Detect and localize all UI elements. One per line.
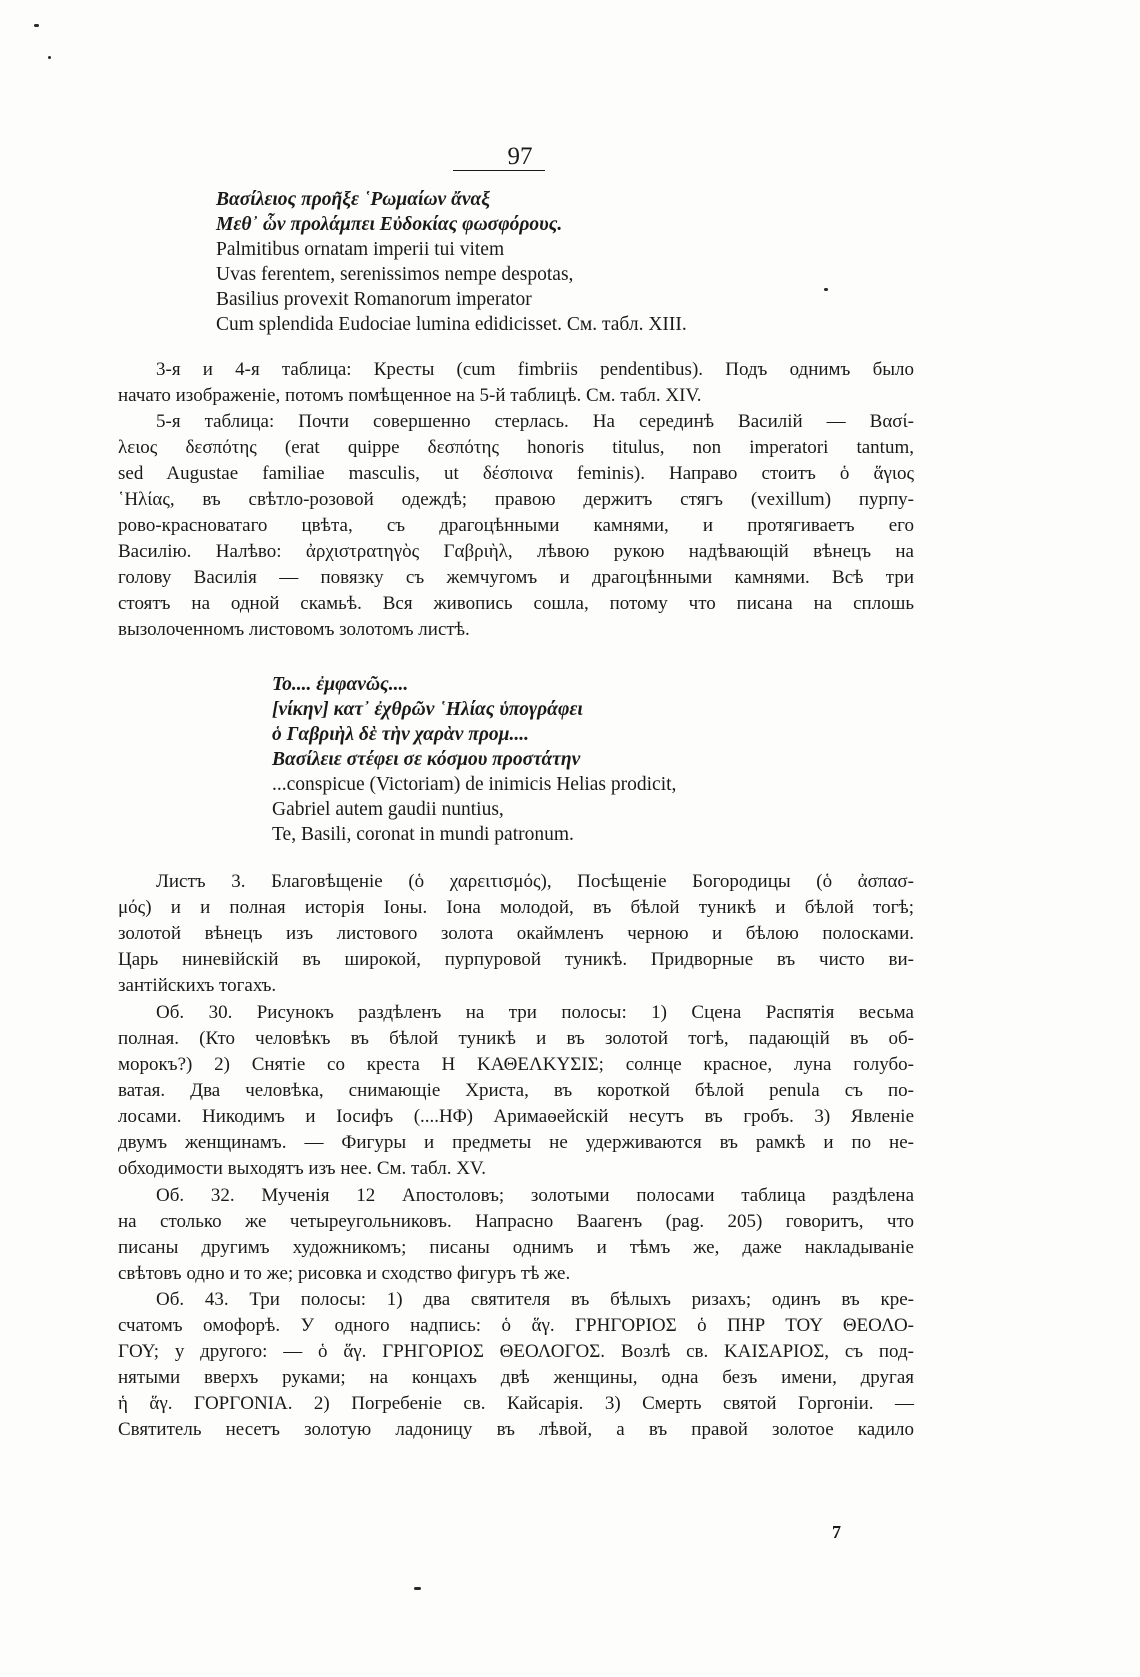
text-line: ватая. Два человѣка, снимающіе Христа, въ короткой бѣлой penula съ по- [118, 1080, 914, 1101]
verse-inscription-basil [216, 187, 687, 337]
verse-line: Basilius provexit Romanorum imperator [216, 289, 532, 310]
text-line: на столько же четыреугольниковъ. Напрасно Ваагенъ (pag. 205) говоритъ, что [118, 1211, 914, 1232]
text-line: морокъ?) 2) Снятіе со креста Η ΚΑΘΕΛΚΥΣΙΣ; солнце красное, луна голубо- [118, 1054, 914, 1075]
verse-line: [νίκην] κατ᾽ ἐχθρῶν ῾Ηλίας ὑπογράφει [272, 699, 583, 720]
ink-speck [824, 288, 828, 291]
text-line: двумъ женщинамъ. — Фигуры и предметы не удерживаются въ рамкѣ и по не- [118, 1132, 914, 1153]
paragraph-sheet-3 [118, 869, 914, 999]
text-line: 5-я таблица: Почти совершенно стерлась. На серединѣ Василій — Βασί- [156, 411, 914, 432]
text-line: λειος δεσπότης (erat quippe δεσπότης honoris titulus, non imperatori tantum, [118, 437, 914, 458]
text-line: зантійскихъ тогахъ. [118, 975, 277, 996]
text-line: Царь ниневійскій въ широкой, пурпуровой туникѣ. Придворные въ чисто ви- [118, 949, 914, 970]
verse-line: ὁ Γαβριὴλ δὲ τὴν χαρὰν προμ.... [272, 724, 530, 745]
ink-speck [48, 56, 51, 59]
text-line: лосами. Никодимъ и Іосифъ (....ΗΦ) Аримаѳейскій несутъ въ гробъ. 3) Явленіе [118, 1106, 914, 1127]
text-line: рово-красноватаго цвѣта, съ драгоцѣнными камнями, и протягиваетъ его [118, 515, 914, 536]
verse-line: ...conspicue (Victoriam) de inimicis Helias prodicit, [272, 774, 677, 795]
verse-line: Μεθ᾽ ὧν προλάμπει Εὐδοκίας φωσφόρους. [216, 214, 563, 235]
verse-line: Cum splendida Eudociae lumina edidicisset. См. табл. XIII. [216, 314, 687, 335]
verse-line: Το.... ἐμφανῶς.... [272, 674, 409, 695]
text-line: Об. 43. Три полосы: 1) два святителя въ бѣлыхъ ризахъ; одинъ въ кре- [156, 1289, 914, 1310]
text-line: нятыми вверхъ руками; на концахъ двѣ женщины, одна безъ имени, другая [118, 1367, 914, 1388]
paragraph-tables-3-4 [118, 357, 914, 409]
verse-line: Uvas ferentem, serenissimos nempe despotas, [216, 264, 574, 285]
verse-line: Βασίλειε στέφει σε κόσμου προστάτην [272, 749, 581, 770]
text-line: стоятъ на одной скамьѣ. Вся живопись сошла, потому что писана на сплошь [118, 593, 914, 614]
page-number-rule [453, 170, 545, 171]
text-line: Святитель несетъ золотую ладоницу въ лѣвой, а въ правой золотое кадило [118, 1419, 914, 1440]
text-line: 3-я и 4-я таблица: Кресты (cum fimbriis pendentibus). Подъ однимъ было [156, 359, 914, 380]
text-line: sed Augustae familiae masculis, ut δέσποινα feminis). Направо стоитъ ὁ ἅγιος [118, 463, 914, 484]
verse-line: Gabriel autem gaudii nuntius, [272, 799, 504, 820]
verse-inscription-elias [272, 672, 676, 847]
text-line: полная. (Кто человѣкъ въ бѣлой туникѣ и въ золотой тогѣ, падающій въ об- [118, 1028, 914, 1049]
verse-line: Βασίλειος προῆξε ῾Ρωμαίων ἄναξ [216, 189, 491, 210]
text-line: μός) и и полная исторія Іоны. Іона молодой, въ бѣлой туникѣ и бѣлой тогѣ; [118, 897, 914, 918]
ink-speck [34, 24, 39, 27]
paragraph-ob-30 [118, 1000, 914, 1182]
text-line: Листъ 3. Благовѣщеніе (ὁ χαρειτισμός), Посѣщеніе Богородицы (ὁ ἀσπασ- [156, 871, 914, 892]
verse-line: Te, Basili, coronat in mundi patronum. [272, 824, 574, 845]
signature-mark: 7 [832, 1522, 841, 1542]
paragraph-ob-32 [118, 1183, 914, 1287]
text-line: золотой вѣнецъ изъ листового золота окаймленъ черною и бѣлою полосками. [118, 923, 914, 944]
text-line: вызолоченномъ листовомъ золотомъ листѣ. [118, 619, 470, 640]
paragraph-table-5 [118, 409, 914, 643]
paragraph-ob-43 [118, 1287, 914, 1443]
page-number: 97 [507, 143, 533, 170]
text-line: свѣтовъ одно и то же; рисовка и сходство фигуръ тѣ же. [118, 1263, 571, 1284]
text-line: ἡ ἅγ. ΓΟΡΓΟΝΙΑ. 2) Погребеніе св. Кайсарія. 3) Смерть святой Горгоніи. — [118, 1393, 914, 1414]
text-line: ῾Ηλίας, въ свѣтло-розовой одеждѣ; правою держитъ стягъ (vexillum) пурпу- [118, 489, 914, 510]
text-line: начато изображеніе, потомъ помѣщенное на 5-й таблицѣ. См. табл. XIV. [118, 385, 702, 406]
text-line: Об. 32. Мученія 12 Апостоловъ; золотыми полосами таблица раздѣлена [156, 1185, 914, 1206]
text-line: писаны другимъ художникомъ; писаны однимъ и тѣмъ же, даже накладываніе [118, 1237, 914, 1258]
text-line: обходимости выходятъ изъ нее. См. табл. XV. [118, 1158, 486, 1179]
text-line: ΓΟΥ; у другого: — ὁ ἅγ. ΓΡΗΓΟΡΙΟΣ ΘΕΟΛΟΓΟΣ. Возлѣ св. ΚΑΙΣΑΡΙΟΣ, съ под- [118, 1341, 914, 1362]
text-line: счатомъ омофорѣ. У одного надпись: ὁ ἅγ. ΓΡΗΓΟΡΙΟΣ ὁ ΠΗΡ ΤΟΥ ΘΕΟΛΟ- [118, 1315, 914, 1336]
verse-line: Palmitibus ornatam imperii tui vitem [216, 239, 505, 260]
text-line: голову Василія — повязку съ жемчугомъ и драгоцѣнными камнями. Всѣ три [118, 567, 914, 588]
text-line: Василію. Налѣво: ἀρχιστρατηγὸς Γαβριὴλ, лѣвою рукою надѣвающій вѣнецъ на [118, 541, 914, 562]
ink-speck [414, 1587, 421, 1590]
text-line: Об. 30. Рисунокъ раздѣленъ на три полосы: 1) Сцена Распятія весьма [156, 1002, 914, 1023]
